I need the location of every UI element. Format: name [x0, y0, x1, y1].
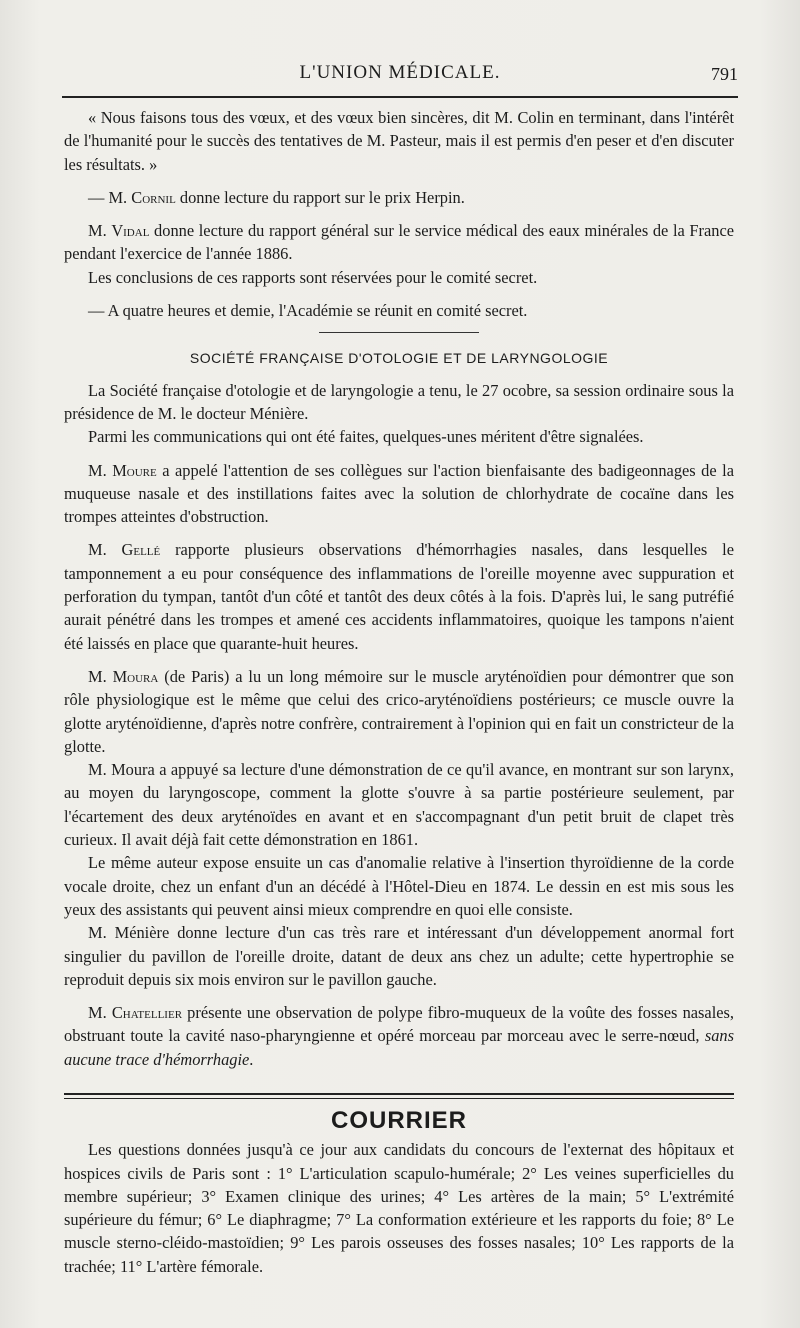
double-rule [64, 1093, 734, 1099]
text-rest: rapporte plusieurs observations d'hémorrhagies nasales, dans lesquelles le tamponnement a eu pour conséquence des inflammations de l'oreille moyenne avec suppuration et perforation du tympan, tantôt d'un côté et tantôt des deux côtés à la fois. D'après lui, le sang putréfié aurait pénétré dans les trompes et amené ces accidents inflammatoires, quoique les tampons n'aient été laissés en place que quarante-huit heures. [64, 540, 734, 653]
paragraph-meniere: M. Ménière donne lecture d'un cas très rare et intéressant d'un développement anormal fort singulier du pavillon de l'oreille droite, datant de deux ans chez un adulte; cette hypertrophie se reproduit depuis six mois environ sur le pavillon gauche. [64, 923, 734, 989]
paragraph-cornil [64, 186, 734, 209]
author-name: Cornil [131, 187, 176, 207]
text-lead: M. [88, 460, 113, 480]
author-name: Moura [112, 666, 159, 686]
paragraph-comite: — A quatre heures et demie, l'Académie se réunit en comité secret. [88, 301, 528, 321]
paragraph-intro-2: Parmi les communications qui ont été faites, quelques-unes méritent d'être signalées. [88, 427, 644, 447]
text-rest: donne lecture du rapport général sur le service médical des eaux minérales de la France pendant l'exercice de l'année 1886. [64, 221, 734, 264]
italic-text: sans aucune trace d'hémorrhagie [64, 1026, 734, 1069]
header-rule [62, 96, 738, 98]
paragraph-moura-3: Le même auteur expose ensuite un cas d'anomalie relative à l'insertion thyroïdienne de la corde vocale droite, chez un enfant d'un an décédé à l'Hôtel-Dieu en 1874. Le dessin en est mis sous les yeux des assistants qui peuvent ainsi mieux comprendre en quoi elle consiste. [64, 853, 734, 919]
journal-title: L'UNION MÉDICALE. [299, 62, 501, 83]
author-name: Chatellier [111, 1003, 183, 1023]
text-rest: présente une observation de polype fibro-muqueux de la voûte des fosses nasales, obstruant toute la cavité naso-pharyngienne et opéré morceau par morceau avec le serre-nœud, [64, 1003, 734, 1046]
text-lead: — M. [88, 187, 132, 207]
page-number: 791 [711, 64, 738, 84]
author-name: Gellé [121, 540, 161, 560]
paragraph-moura-1 [64, 665, 734, 758]
author-name: Moure [112, 460, 157, 480]
section-title: SOCIÉTÉ FRANÇAISE D'OTOLOGIE ET DE LARYNGOLOGIE [189, 350, 609, 367]
section-divider [319, 332, 479, 333]
author-name: Vidal [111, 221, 150, 241]
courrier-heading: COURRIER [330, 1106, 467, 1134]
paragraph-intro: La Société française d'otologie et de laryngologie a tenu, le 27 ocobre, sa session ordinaire sous la présidence de M. le docteur Ménière. [64, 380, 734, 423]
paragraph-conclusions: Les conclusions de ces rapports sont réservées pour le comité secret. [88, 267, 538, 287]
text-lead: M. [88, 540, 122, 560]
paragraph-colin: « Nous faisons tous des vœux, et des vœux bien sincères, dit M. Colin en terminant, dans l'intérêt de l'humanité pour le succès des tentatives de M. Pasteur, mais il est permis d'en peser et d'en discuter les résultats. » [64, 108, 734, 174]
text-end: . [249, 1049, 254, 1069]
text-rest: donne lecture du rapport sur le prix Herpin. [175, 187, 465, 207]
text-lead: M. [88, 221, 112, 241]
running-header [62, 62, 738, 92]
text-rest: (de Paris) a lu un long mémoire sur le muscle aryténoïdien pour démontrer que son rôle physiologique est le même que celui des crico-aryténoïdiens postérieurs; ce muscle ouvre la glotte aryténoïdienne, d'après notre confrère, contrairement à l'opinion qui en fait un constricteur de la glotte. [64, 666, 734, 756]
paragraph-vidal [64, 219, 734, 266]
text-rest: a appelé l'attention de ses collègues sur l'action bienfaisante des badigeonnages de la muqueuse nasale et des instillations faites avec la solution de chlorhydrate de cocaïne dans les trompes atteintes d'obstruction. [64, 460, 734, 527]
article-body [64, 106, 734, 1278]
paragraph-moure [64, 459, 734, 529]
text-lead: M. [88, 1003, 112, 1023]
paragraph-moura-2: M. Moura a appuyé sa lecture d'une démonstration de ce qu'il avance, en montrant sur son larynx, au moyen du laryngoscope, comment la glotte s'ouvre à sa partie postérieure seulement, par l'écartement des deux aryténoïdes en avant et en s'accompagnant d'un petit bruit de clapet très curieux. Il avait déjà fait cette démonstration en 1861. [64, 760, 734, 850]
paragraph-chatellier [64, 1001, 734, 1071]
paragraph-gelle [64, 538, 734, 654]
text-lead: M. [88, 666, 113, 686]
paragraph-courrier: Les questions données jusqu'à ce jour aux candidats du concours de l'externat des hôpitaux et hospices civils de Paris sont : 1° L'articulation scapulo-humérale; 2° Les veines superficielles du membre supérieur; 3° Examen clinique des urines; 4° Les artères de la main; 5° L'extrémité supérieure du fémur; 6° Le diaphragme; 7° La conformation extérieure et les rapports du foie; 8° Le muscle sterno-cléido-mastoïdien; 9° Les parois osseuses des fosses nasales; 10° Les rapports de la trachée; 11° L'artère fémorale. [64, 1140, 734, 1276]
